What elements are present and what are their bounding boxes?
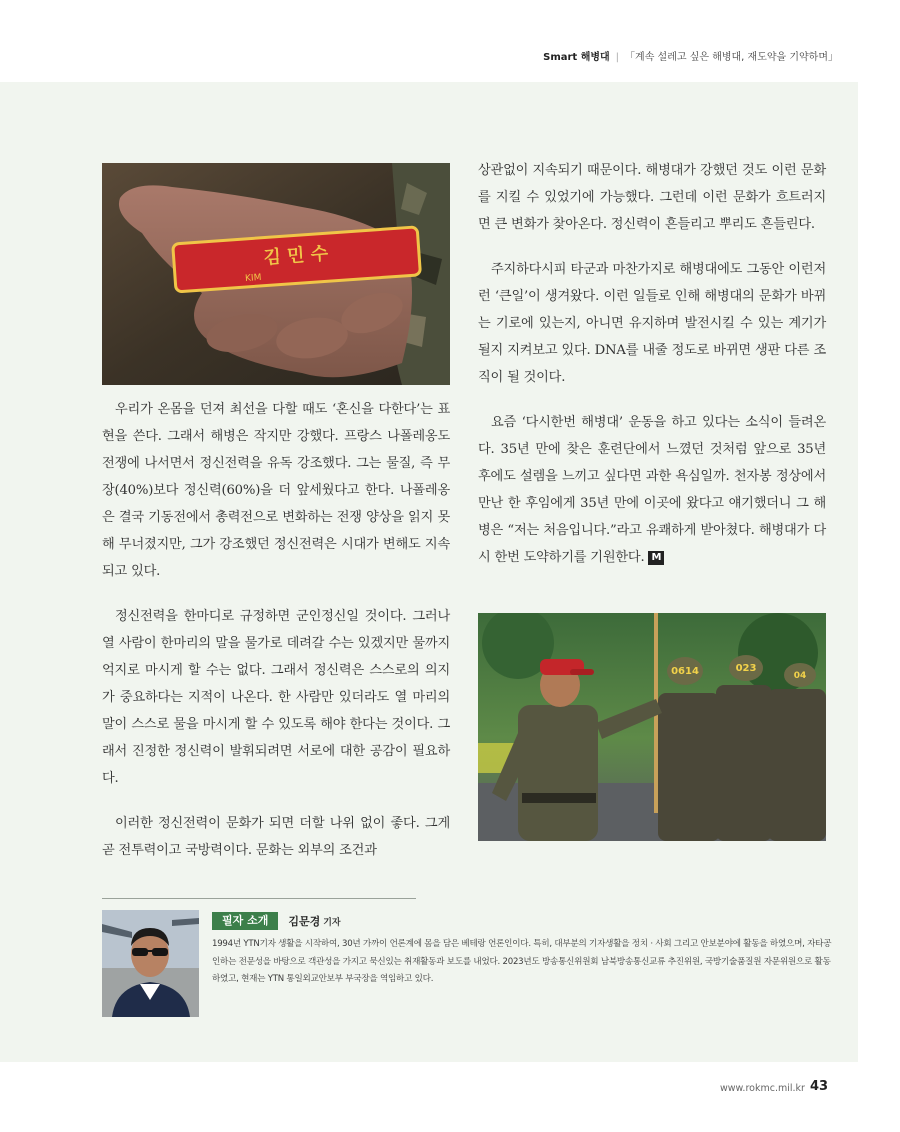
body-paragraph: 주지하다시피 타군과 마찬가지로 해병대에도 그동안 이런저런 ‘큰일’이 생겨왔다. 이런 일들로 인해 해병대의 문화가 바뀌는 기로에 있는지, 아니면 유지하며 발전시킬 수 있는 계기가 될지 지켜보고 있다. DNA를 내줄 정도로 바뀌면 생판 다른 조직이 될 것이다.: [478, 262, 826, 385]
patch-romanized: KIM: [244, 272, 262, 285]
helmet-number: 0614: [671, 666, 699, 677]
author-role: 기자: [323, 917, 341, 928]
photo-marching-marines: [478, 613, 826, 841]
patch-name: 김 민 수: [262, 243, 329, 269]
article-series-title: 「계속 설레고 싶은 해병대, 재도약을 기약하며」: [625, 52, 838, 63]
page-number: 43: [810, 1079, 829, 1094]
page-header: [0, 0, 900, 82]
helmet-number: 023: [735, 663, 757, 674]
body-paragraph-text: 요즘 ‘다시한번 해병대’ 운동을 하고 있다는 소식이 들려온다. 35년 만에 찾은 훈련단에서 느꼈던 것처럼 앞으로 35년 후에도 설렘을 느끼고 싶다면 과한 욕심일까. 천자봉 정상에서 만난 한 후임에게 35년 만에 이곳에 왔다고 얘기했더니 그 해병은 “저는 처음입니다.”라고 유쾌하게 받아쳤다. 해병대가 다시 한번 도약하기를 기원한다.: [478, 415, 826, 565]
body-paragraph: 정신전력을 한마디로 규정하면 군인정신일 것이다. 그러나 열 사람이 한마리의 말을 물가로 데려갈 수는 있겠지만 물까지 억지로 마시게 할 수는 없다. 그래서 정신력은 스스로의 의지가 중요하다는 지적이 나온다. 한 사람만 있더라도 열 마리의 말이 스스로 물을 마시게 할 수 있도록 해야 한다는 것이다. 그래서 진정한 정신력이 발휘되려면 서로에 대한 공감이 필요하다.: [102, 609, 450, 786]
photo-hand-name-patch: [102, 163, 450, 385]
right-text-column: [478, 157, 826, 589]
author-bio: 1994년 YTN기자 생활을 시작하여, 30년 가까이 언론계에 몸을 담은 베테랑 언론인이다. 특히, 대부분의 기자생활을 정치 · 사회 그리고 안보분야에 활동을 하였으며, 자타공인하는 전문성을 바탕으로 객관성을 가지고 묵신있는 취재활동과 보도를 내었다. 2023년도 방송통신위원회 남북방송통신교류 추진위원, 국방기술품질원 자문위원으로 활동하였고, 현재는 YTN 통일외교안보부 부국장을 역임하고 있다.: [212, 939, 832, 984]
author-header: [212, 912, 341, 930]
body-paragraph: 상관없이 지속되기 때문이다. 해병대가 강했던 것도 이런 문화를 지킬 수 있었기에 가능했다. 그런데 이런 문화가 흐트러지면 큰 변화가 찾아온다. 정신력이 흔들리고 뿌리도 흔들린다.: [478, 163, 826, 232]
author-name: 김문경: [288, 915, 321, 928]
author-divider: [102, 898, 416, 899]
body-paragraph-final: [478, 409, 826, 571]
running-head: [543, 48, 838, 63]
body-paragraph: 우리가 온몸을 던져 최선을 다할 때도 ‘혼신을 다한다’는 표현을 쓴다. 그래서 해병은 작지만 강했다. 프랑스 나폴레옹도 전쟁에 나서면서 정신전력을 유독 강조했다. 그는 물질, 즉 무장(40%)보다 정신력(60%)을 더 앞세웠다고 한다. 나폴레옹은 결국 기동전에서 총력전으로 변화하는 전쟁 양상을 읽지 못해 무너졌지만, 그가 강조했던 정신전력은 시대가 변해도 지속되고 있다.: [102, 402, 450, 579]
author-badge: 필자 소개: [212, 912, 278, 930]
helmet-number: 04: [793, 671, 807, 681]
left-text-column: [102, 396, 450, 882]
footer-website: www.rokmc.mil.kr: [720, 1083, 805, 1094]
author-portrait: [102, 910, 199, 1017]
body-paragraph: 이러한 정신전력이 문화가 되면 더할 나위 없이 좋다. 그게 곧 전투력이고 국방력이다. 문화는 외부의 조건과: [102, 816, 450, 858]
header-separator: |: [615, 52, 620, 63]
end-mark-icon: M: [648, 551, 664, 565]
magazine-section: Smart 해병대: [543, 52, 610, 63]
